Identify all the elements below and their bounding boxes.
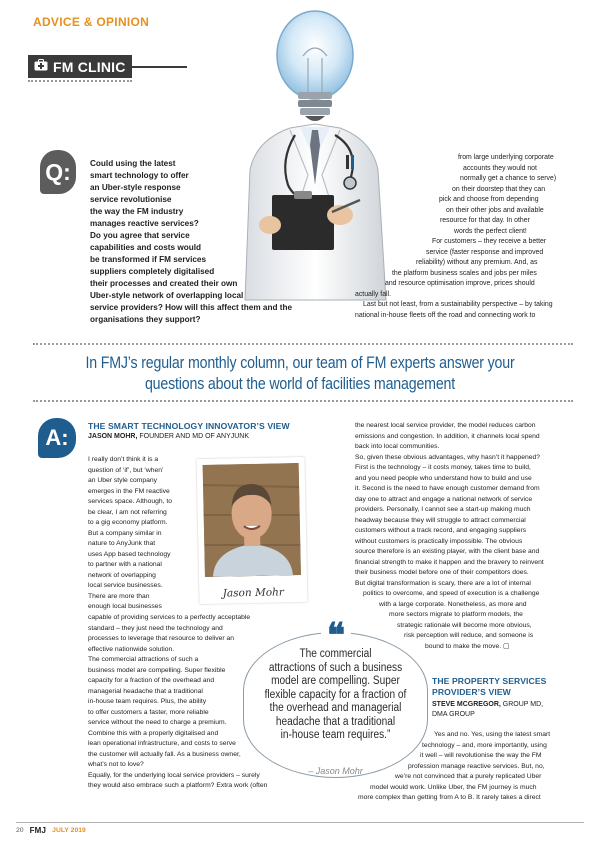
first-aid-kit-icon xyxy=(34,58,48,76)
photo-caption: Jason Mohr xyxy=(222,586,284,600)
banner-dotted-rule xyxy=(28,80,132,83)
pull-quote-text: The commercial attractions of such a business model are compelling. Super flexible capacity for a fraction of the overhead and managerial headache that a traditional in-house team requires.” xyxy=(264,648,407,741)
col1-heading: THE SMART TECHNOLOGY INNOVATOR’S VIEW xyxy=(88,421,290,431)
dotted-divider-bottom xyxy=(33,400,573,402)
col1-body-wrap: I really don’t think it is a question of ‘if’, but ‘when’ an Uber style company emerges in the FM reactive services space. Although, to be clear, I am not referring to a gig economy platform. But a company similar in nature to AnyJunk that uses App based technology to partner with a national network of overlapping local service businesses. There are more than enough local businesses xyxy=(88,456,173,610)
quote-mark-icon: ❝ xyxy=(321,618,351,646)
page-number: 20 xyxy=(16,826,24,834)
pull-quote-author: – Jason Mohr xyxy=(308,766,363,776)
dotted-divider-top xyxy=(33,343,573,345)
col2-heading: THE PROPERTY SERVICES PROVIDER’S VIEW xyxy=(432,676,547,697)
banner-rule xyxy=(132,66,187,68)
standfirst: In FMJ’s regular monthly column, our team of FM experts answer your questions about the world of facilities management xyxy=(85,354,515,393)
col2-body: the nearest local service provider, the model reduces carbon emissions and congestion. In addition, it channels local spend back into local communities. So, given these obvious advantages, why hasn’t it happened? First is the technology – it costs money, takes time to build, and you need people who understand how to build and use it. Second is the need to have enough customer demand from day one to attract and engage a national network of service providers. Personally, I cannot see a start-up making much headway because they will struggle to attract commercial customers without a track record, and engaging suppliers without customers is practically impossible. The obvious source therefore is an existing player, with the client base and financial strength to make it happen and the bravery to reinvent their business model before one of their competitors does. But digital transformation is scary, there are a lot of internal politics to overcome, and speed of execution is a challenge with a large corporate. Nonetheless, as more and more sectors migrate to platform models, the strategic rationale will become more obvious, risk perception will reduce, and someone is bound to make the move. ▢ xyxy=(355,422,544,650)
answer-badge: A: xyxy=(38,418,76,458)
pull-quote xyxy=(243,618,428,778)
col1-body-full: capable of providing services to a perfectly acceptable standard – they just need the technology and processes to leverage that resource to deliver an effective nationwide solution. The commercial attractions of such a business model are compelling. Super flexible capacity for a fraction of the overhead and managerial headache that a traditional in-house team requires. Plus, the ability to offer customers a faster, more reliable service without the need to charge a premium. Combine this with a properly digitalised and lean operational infrastructure, and costs to serve the customer will actually fall. As a business owner, what’s not to love? Equally, for the underlying local service providers – surely they would also embrace such a platform? Extra work (often xyxy=(88,614,268,789)
col1-byline: JASON MOHR, FOUNDER AND MD OF ANYJUNK xyxy=(88,433,250,440)
question-badge: Q: xyxy=(40,150,76,194)
footer xyxy=(16,823,86,837)
fm-clinic-banner xyxy=(28,55,132,78)
answer-continuation-top: from large underlying corporate accounts they would not normally get a chance to serve) on their doorstep that they can pick and choose from depending on their other jobs and available resource for that day. In other words the perfect client! For customers – they receive a better service (faster response and improved reliability) without any premium. And, as the platform business scales and jobs per miles and resource optimisation improve, prices should actually fall. Last but not least, from a sustainability perspective – by taking national in-house fleets off the road and connecting work to xyxy=(355,154,557,319)
fm-clinic-title: FM CLINIC xyxy=(53,58,126,75)
col2-byline: STEVE MCGREGOR, GROUP MD, DMA GROUP xyxy=(432,701,544,718)
portrait-image xyxy=(203,463,301,577)
section-label: ADVICE & OPINION xyxy=(33,15,150,29)
question-text: Could using the latest smart technology to offer an Uber-style response service revolutionise the way the FM industry manages reactive services? Do you agree that service capabilities and costs would be transformed if FM services suppliers completely digitalised their processes and created their own Uber-style network of overlapping local service providers? How will this affect them and the organisations they support? xyxy=(90,159,293,324)
magazine-brand: FMJ xyxy=(29,825,47,835)
issue-date: JULY 2019 xyxy=(52,826,86,834)
author-photo-jason-mohr xyxy=(196,457,307,604)
footer-rule xyxy=(16,822,584,823)
col2-answer-body: Yes and no. Yes, using the latest smart technology – and, more importantly, using it well – will revolutionise the way the FM profession manage reactive services. But, no, we’re not convinced that a purely replicated Uber model would work. Unlike Uber, the FM journey is much more complex than getting from A to B. It rarely takes a direct xyxy=(358,731,551,801)
